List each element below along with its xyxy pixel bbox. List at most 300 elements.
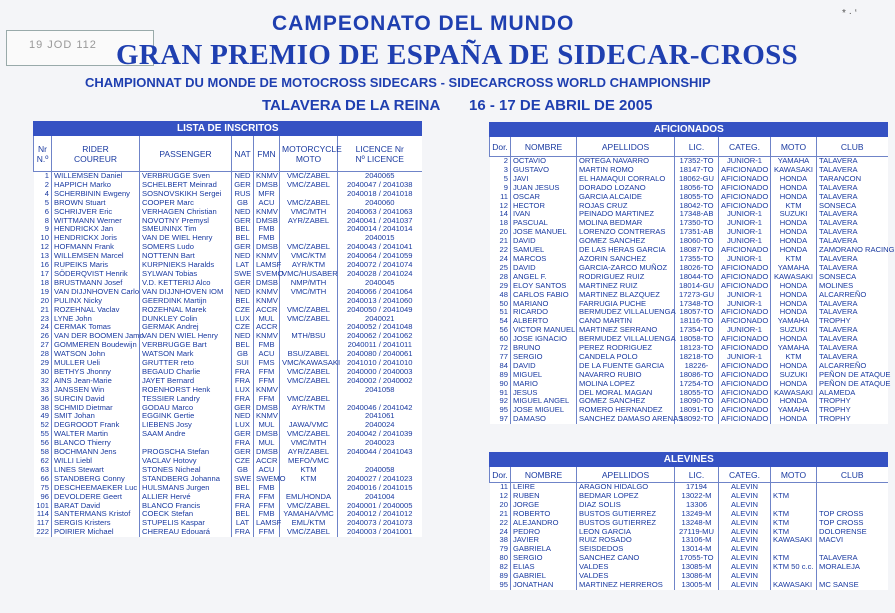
table-cell: MTH/BSU (280, 332, 338, 341)
table-cell: JUNIOR-1 (719, 210, 771, 219)
table-cell: VAN DIJJNHOVEN IOM (140, 288, 232, 297)
table-cell: FMS (254, 359, 280, 368)
table-cell: WILLEMSEN Marcel (52, 252, 140, 261)
table-cell: CZE (232, 306, 254, 315)
table-cell: NOVOTNY Premysl (140, 217, 232, 226)
table-cell: 2040028 / 2041024 (347, 268, 413, 278)
table-cell: KAWASAKI (771, 581, 817, 590)
table-cell: 2040062 / 2041062 (347, 331, 413, 341)
table-cell: 13086-M (675, 572, 719, 581)
table-cell: ROMERO HERNANDEZ (577, 406, 675, 415)
table-cell: SWE (232, 270, 254, 279)
table-cell: HOFMANN Frank (52, 243, 140, 252)
table-cell: KURPNIEKS Haralds (140, 261, 232, 270)
table-cell: 29 (490, 282, 511, 291)
table-cell: 50 (490, 300, 511, 309)
table-cell: EML/HONDA (280, 493, 338, 502)
table-cell: MARIANO (511, 300, 577, 309)
table-cell: AFICIONADO (719, 202, 771, 211)
table-cell: 13 (34, 252, 52, 261)
table-cell: 2040003 / 2041001 (347, 527, 413, 537)
table-cell: LYNE John (52, 315, 140, 324)
table-cell: ALCARREÑO (819, 289, 867, 299)
table-cell: 18055-TO (675, 389, 719, 398)
table-cell: TALAVERA (819, 343, 858, 353)
table-cell: TROPHY (819, 414, 851, 424)
table-cell: KTM (280, 475, 338, 484)
table-cell: SERGIO (511, 353, 577, 362)
table-cell: HULSMANS Jurgen (140, 484, 232, 493)
table-cell: 2040044 / 2041043 (347, 447, 413, 457)
table-cell: AFICIONADO (719, 415, 771, 424)
table-cell: JAVI (511, 175, 577, 184)
table-cell: AFICIONADO (719, 380, 771, 389)
table-cell: NED (232, 172, 254, 181)
table-cell: BETHYS Jhonny (52, 368, 140, 377)
table-cell: 18026-TO (675, 264, 719, 273)
table-cell: TALAVERA (819, 182, 858, 192)
table-cell: CANO MARTIN (577, 317, 675, 326)
table-cell: 2040001 / 2040005 (347, 500, 413, 510)
table-cell: SWEMO (254, 475, 280, 484)
table-cell: MARTINEZ RUIZ (577, 282, 675, 291)
col-moto: MOTO (771, 137, 817, 157)
table-cell: SUZUKI (771, 326, 817, 335)
table-cell: 20 (490, 228, 511, 237)
table-cell: VMC/ZABEL (280, 377, 338, 386)
table-cell: FMB (254, 484, 280, 493)
table-cell: KTM (771, 510, 817, 519)
table-cell: DAVID (511, 264, 577, 273)
table-cell: MULLER Ueli (52, 359, 140, 368)
table-cell: YAMAHA (771, 264, 817, 273)
table-cell: 89 (490, 572, 511, 581)
table-cell: AFICIONADO (719, 273, 771, 282)
table-cell: FMB (254, 234, 280, 243)
table-cell: MUL (254, 421, 280, 430)
table-cell: SMIT Johan (52, 412, 140, 421)
table-cell: DESCHEEMAEKER Luc (52, 484, 140, 493)
table-cell: 2 (34, 181, 52, 190)
table-cell: BRUSTMANN Josef (52, 279, 140, 288)
table-cell: FRA (232, 377, 254, 386)
table-cell: TALAVERA (819, 227, 858, 237)
table-cell: ALEJANDRO (511, 519, 577, 528)
table-cell: FRA (232, 528, 254, 537)
table-cell: 18 (490, 219, 511, 228)
table-cell: VERHAGEN Christian (140, 208, 232, 217)
table-cell: 2040080 / 2040061 (347, 349, 413, 359)
table-cell: BEDMAR LOPEZ (577, 492, 675, 501)
table-cell: 18218-TO (675, 353, 719, 362)
table-cell: CARLOS FABIO (511, 291, 577, 300)
table-cell: 2040072 / 2041074 (347, 260, 413, 270)
table-cell: 11 (490, 193, 511, 202)
table-cell: YAMAHA (771, 157, 817, 166)
table-cell: NED (232, 332, 254, 341)
table-cell: 38 (34, 404, 52, 413)
table-cell: 38 (490, 536, 511, 545)
table-cell: LAT (232, 261, 254, 270)
table-cell: MFR (254, 190, 280, 199)
table-cell: STONES Nicheal (140, 466, 232, 475)
col-dor: Dor. (490, 137, 511, 157)
table-cell: AYR/ZABEL (280, 217, 338, 226)
table-cell: GER (232, 448, 254, 457)
table-cell: 2040045 (364, 277, 395, 287)
table-cell: MIGUEL ANGEL (511, 397, 577, 406)
table-cell: 10 (34, 234, 52, 243)
table-cell: HONDA (771, 300, 817, 309)
table-cell: FARRUGIA PUCHE (577, 300, 675, 309)
table-cell: 17350-TO (675, 219, 719, 228)
table-cell: HONDA (771, 175, 817, 184)
table-cell: YAMAHA/VMC (280, 510, 338, 519)
table-cell: TALAVERA (819, 351, 858, 361)
table-cell: 2040066 / 2041064 (347, 286, 413, 296)
table-cell: COOPER Marc (140, 199, 232, 208)
table-cell: AYR/KTM (280, 404, 338, 413)
table-cell: LORENZO CONTRERAS (577, 228, 675, 237)
table-cell: 32 (34, 377, 52, 386)
table-cell: HONDA (771, 184, 817, 193)
table-cell: JONATHAN (511, 581, 577, 590)
table-cell: DE LA FUENTE GARCIA (577, 362, 675, 371)
table-cell: 55 (34, 430, 52, 439)
table-cell: JAVIER (511, 536, 577, 545)
table-cell: MOLINES (819, 280, 854, 290)
table-cell: MOLINA BEDMAR (577, 219, 675, 228)
table-cell: PEDRO (511, 528, 577, 537)
table-cell: DMSB (254, 217, 280, 226)
table-cell: GARCIA ALCAIDE (577, 193, 675, 202)
table-cell: NED (232, 252, 254, 261)
table-cell: JESUS (511, 389, 577, 398)
table-cell: 49 (34, 412, 52, 421)
table-cell: VMC/ZABEL (280, 430, 338, 439)
table-cell: RUPEIKS Maris (52, 261, 140, 270)
table-cell: 2040064 / 2041059 (347, 251, 413, 261)
table-cell: SVEMO (254, 270, 280, 279)
table-cell: 97 (490, 415, 511, 424)
table-cell: SOMERS Ludo (140, 243, 232, 252)
table-cell: HONDA (771, 237, 817, 246)
table-cell: VMC/ZABEL (280, 315, 338, 324)
table-cell: ALEVIN (719, 554, 771, 563)
table-cell: DAMASO (511, 415, 577, 424)
table-cell: LIEBENS Josy (140, 421, 232, 430)
table-cell: YAMAHA (771, 344, 817, 353)
table-cell: SONSECA (819, 200, 857, 210)
table-cell: 17355-TO (675, 255, 719, 264)
table-cell: PEREZ RODRIGUEZ (577, 344, 675, 353)
table-cell: KNMV (254, 252, 280, 261)
table-cell: ALEVIN (719, 545, 771, 554)
table-cell: PROGSCHA Stefan (140, 448, 232, 457)
table-cell: VALDES (577, 572, 675, 581)
table-cell: 24 (490, 255, 511, 264)
subtitle-championship: CHAMPIONNAT DU MONDE DE MOTOCROSS SIDECARS - SIDECARCROSS WORLD CHAMPIONSHIP (85, 75, 711, 90)
col-nat: NAT (232, 136, 254, 172)
table-cell: BEL (232, 297, 254, 306)
table-cell: FFM (254, 502, 280, 511)
table-cell: AFICIONADO (719, 175, 771, 184)
table-cell: AYR/ZABEL (280, 448, 338, 457)
table-cell: SANTERMANS Kristof (52, 510, 140, 519)
table-cell: 20 (34, 297, 52, 306)
table-cell: MUL (254, 315, 280, 324)
table-cell: AFICIONADO (719, 371, 771, 380)
table-cell: OSCAR (511, 193, 577, 202)
table-cell: VMC/ZABEL (280, 181, 338, 190)
table-cell: 27 (34, 341, 52, 350)
table-cell: 2041010 / 2041010 (347, 358, 413, 368)
table-cell: TALAVERA (819, 298, 858, 308)
table-cell: 18055-TO (675, 193, 719, 202)
table-cell: TALAVERA (819, 191, 858, 201)
table-cell: YAMAHA (771, 406, 817, 415)
table-cell: 18014-GU (675, 282, 719, 291)
table-cell: 2041004 (364, 491, 395, 501)
table-cell: KTM (771, 554, 817, 563)
table-cell: 18057-TO (675, 308, 719, 317)
col-moto: MOTORCYCLE MOTO (280, 136, 338, 172)
table-cell: 2040047 / 2041038 (347, 179, 413, 189)
table-cell: GOMEZ SANCHEZ (577, 397, 675, 406)
table-cell: BEGAUD Charlie (140, 368, 232, 377)
table-cell: VMC/HUSABER (280, 270, 338, 279)
table-cell: KNMV (254, 297, 280, 306)
table-cell: GOMEZ SANCHEZ (577, 237, 675, 246)
table-cell: 2040042 / 2041039 (347, 429, 413, 439)
table-cell: VMC/MTH (280, 208, 338, 217)
table-row (490, 581, 888, 590)
table-cell: GRUTTER reto (140, 359, 232, 368)
table-cell: 62 (34, 457, 52, 466)
table-cell: VAN DEN WIEL Henry (140, 332, 232, 341)
col-apellidos: APELLIDOS (577, 137, 675, 157)
table-cell: JAWA/VMC (280, 421, 338, 430)
table-cell: 25 (490, 264, 511, 273)
table-cell: ALEVIN (719, 492, 771, 501)
table-cell: DORADO LOZANO (577, 184, 675, 193)
table-cell: VMC/ZABEL (280, 243, 338, 252)
table-cell: JUNIOR-1 (719, 326, 771, 335)
table-cell: 2040023 (364, 438, 395, 448)
table-cell: AFICIONADO (719, 317, 771, 326)
table-cell: JOSE IGNACIO (511, 335, 577, 344)
table-cell: 2040015 (364, 233, 395, 243)
table-cell: GB (232, 199, 254, 208)
table-cell: MARIO (511, 380, 577, 389)
table-cell: NOTTENN Bart (140, 252, 232, 261)
table-cell: HONDA (771, 380, 817, 389)
table-cell: BUSTOS GUTIERREZ (577, 519, 675, 528)
table-cell: 13014-M (675, 545, 719, 554)
table-cell: ALEVIN (719, 572, 771, 581)
table-cell: 17 (34, 270, 52, 279)
table-cell: KTM 50 c.c. (771, 563, 817, 572)
table-cell: 17254-TO (675, 380, 719, 389)
table-cell: VMC/ZABEL (280, 528, 338, 537)
table-cell: JANSSEN Win (52, 386, 140, 395)
table-cell: VACLAV Hotovy (140, 457, 232, 466)
table-cell: ALBERTO (511, 317, 577, 326)
table-cell: DAVID (511, 362, 577, 371)
table-cell: RUIZ ROSADO (577, 536, 675, 545)
table-cell: GOMMEREN Boudewijn (52, 341, 140, 350)
table-cell: RUS (232, 190, 254, 199)
table-cell: KTM (771, 492, 817, 501)
table-cell: EL HAMAQUI CORRALO (577, 175, 675, 184)
corner-mark: * · ‘ (842, 8, 857, 19)
table-cell: 92 (490, 397, 511, 406)
table-cell: NED (232, 208, 254, 217)
table-cell: VMC/ZABEL (280, 395, 338, 404)
table-cell: 13248-M (675, 519, 719, 528)
table-cell: BUSTOS GUTIERREZ (577, 510, 675, 519)
table-cell: AFICIONADO (719, 389, 771, 398)
table-cell: KNMV (254, 288, 280, 297)
table-cell: KTM (771, 353, 817, 362)
table-cell: OCTAVIO (511, 157, 577, 166)
table-cell: BEL (232, 341, 254, 350)
table-cell: 2040050 / 2041049 (347, 304, 413, 314)
table-cell: 91 (490, 389, 511, 398)
table-cell: 18226- (675, 362, 719, 371)
table-cell: 33 (34, 386, 52, 395)
table-cell: 96 (34, 493, 52, 502)
table-cell: 84 (490, 362, 511, 371)
table-cell: NED (232, 288, 254, 297)
table-cell: HONDA (771, 282, 817, 291)
aficionados-title: AFICIONADOS (490, 123, 888, 137)
table-cell: TALAVERA (819, 307, 858, 317)
table-cell: 30 (34, 368, 52, 377)
table-cell: TALAVERA (819, 262, 858, 272)
table-cell: 18058-TO (675, 335, 719, 344)
table-cell: GUSTAVO (511, 166, 577, 175)
table-cell: ALEVIN (719, 581, 771, 590)
table-cell: 2040016 / 2041015 (347, 482, 413, 492)
col-dor: Dor. (490, 467, 511, 483)
col-passenger: PASSENGER (140, 136, 232, 172)
table-cell: VICTOR MANUEL (511, 326, 577, 335)
table-cell: 2040027 / 2041023 (347, 473, 413, 483)
table-cell: 2040002 / 2040002 (347, 375, 413, 385)
table-cell: 2 (490, 157, 511, 166)
table-cell: GERMAK Andrej (140, 323, 232, 332)
table-cell: BEL (232, 484, 254, 493)
table-cell: ROBERTO (511, 510, 577, 519)
table-cell: DMSB (254, 404, 280, 413)
table-cell: TALAVERA (819, 218, 858, 228)
table-cell: ACU (254, 466, 280, 475)
table-cell: AFICIONADO (719, 166, 771, 175)
table-row (490, 415, 888, 424)
table-cell: NMP/MTH (280, 279, 338, 288)
table-cell: MEFO/VMC (280, 457, 338, 466)
table-cell: 12 (490, 492, 511, 501)
table-cell: SCHERBININ Ewgeny (52, 190, 140, 199)
event-place: TALAVERA DE LA REINA (262, 97, 441, 114)
table-cell: 18056-TO (675, 184, 719, 193)
table-cell: KNMV (254, 412, 280, 421)
table-cell: 13249-M (675, 510, 719, 519)
table-cell: HONDA (771, 415, 817, 424)
table-cell: BOCHMANN Jens (52, 448, 140, 457)
table-cell: ELOY SANTOS (511, 282, 577, 291)
table-cell: TALAVERA (819, 236, 858, 246)
table-cell: VMC/KAWASAKI (280, 359, 338, 368)
table-cell: HONDA (771, 308, 817, 317)
table-cell: JUNIOR-1 (719, 219, 771, 228)
table-cell: ACU (254, 350, 280, 359)
table-cell: MC SANSE (819, 579, 859, 589)
table-cell: 18 (34, 279, 52, 288)
table-cell: ALEVIN (719, 519, 771, 528)
table-cell: DOLORENSE (819, 526, 867, 536)
table-cell: TARANCON (819, 173, 862, 183)
table-cell: 27119-MU (675, 528, 719, 537)
table-cell: KTM (771, 202, 817, 211)
table-cell: 101 (34, 502, 52, 511)
table-cell (817, 492, 888, 501)
table-cell: DE LAS HERAS GARCIA (577, 246, 675, 255)
table-cell: 2040052 / 2041048 (347, 322, 413, 332)
table-cell: 18060-TO (675, 237, 719, 246)
table-cell: JORGE (511, 501, 577, 510)
table-cell: LAMSF (254, 261, 280, 270)
table-cell: PULINX Nicky (52, 297, 140, 306)
table-cell: 54 (490, 317, 511, 326)
table-cell: DMSB (254, 430, 280, 439)
table-cell: TROPHY (819, 405, 851, 415)
table-cell: SEISDEDOS (577, 545, 675, 554)
table-cell: ROENHORST Henk (140, 386, 232, 395)
table-cell: GER (232, 430, 254, 439)
table-cell: BERMUDEZ VILLALUENGA (577, 335, 675, 344)
table-cell: TOP CROSS (819, 517, 864, 527)
table-cell: 22 (490, 246, 511, 255)
table-cell: KNMV (254, 386, 280, 395)
table-cell: YAMAHA (771, 317, 817, 326)
table-cell: FRA (232, 502, 254, 511)
table-cell: ACCR (254, 306, 280, 315)
table-cell: JAYET Bernard (140, 377, 232, 386)
table-cell: ELIAS (511, 563, 577, 572)
table-cell: DEVOLDERE Geert (52, 493, 140, 502)
table-cell: 222 (34, 528, 52, 537)
table-cell: ALEVIN (719, 483, 771, 492)
table-cell: 52 (34, 421, 52, 430)
table-cell: 82 (490, 563, 511, 572)
table-cell: 6 (34, 208, 52, 217)
table-cell: MARTINEZ BLAZQUEZ (577, 291, 675, 300)
table-cell: ALEVIN (719, 563, 771, 572)
table-cell: 75 (34, 484, 52, 493)
table-cell: TALAVERA (819, 325, 858, 335)
table-cell: FMB (254, 510, 280, 519)
table-cell: FMB (254, 225, 280, 234)
table-cell: JUNIOR-1 (719, 300, 771, 309)
table-cell: 23 (34, 315, 52, 324)
table-cell: 18091-TO (675, 406, 719, 415)
table-cell: GER (232, 181, 254, 190)
table-cell: LAMSF (254, 519, 280, 528)
table-cell: 2040060 (364, 197, 395, 207)
table-cell: JUAN JESUS (511, 184, 577, 193)
